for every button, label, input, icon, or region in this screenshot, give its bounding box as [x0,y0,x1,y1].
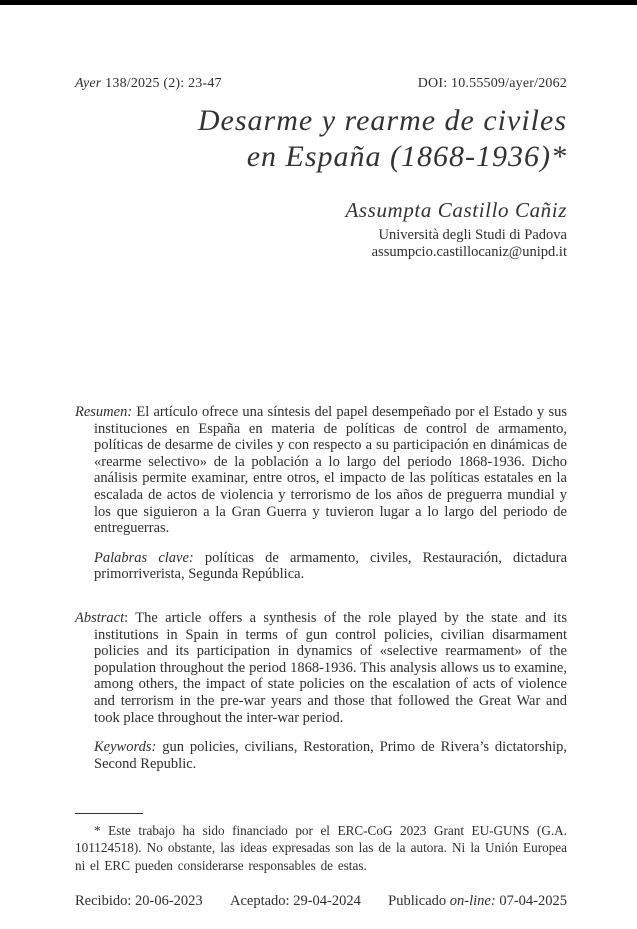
published-online-label: on-line: [449,893,496,909]
keywords-label: Keywords: [94,739,157,756]
journal-issue-pages: 138/2025 (2): 23-47 [101,76,222,91]
funding-footnote: * Este trabajo ha sido financiado por el ERC-CoG 2023 Grant EU-GUNS (G.A. 101124518). No obstante, las ideas expresadas son las de la autora. Ni la Unión Europea ni el ERC pueden considerarse responsables de estas. [75,823,567,873]
footnote-section [75,813,567,887]
resumen-label: Resumen: [75,404,133,420]
abstract-label: Abstract [75,610,125,626]
keywords-text: gun policies, civilians, Restoration, Primo de Rivera’s dictatorship, Second Republic. [94,739,567,772]
accepted-date: Aceptado: 29-04-2024 [229,893,361,909]
resumen-paragraph [75,404,567,537]
article-title-line1: Desarme y rearme de civiles [197,104,567,137]
abstract-text: The article offers a synthesis of the role played by the state and its institutions in Spain in terms of gun control policies, civilian disarmament policies and its participation in dynamics of «selective rearmament» of the population throughout the period 1868-1936. This analysis allows us to examine, among others, the impact of state policies on the escalation of acts of violence and terrorism in the pre-war years and those that followed the Great War and took place throughout the inter-war period. [94,610,567,726]
doi: DOI: 10.55509/ayer/2062 [417,76,567,91]
author-block [75,197,567,260]
palabras-clave-label: Palabras clave: [94,549,194,566]
author-name: Assumpta Castillo Cañiz [345,198,567,222]
abstract-paragraph [75,610,567,726]
journal-name: Ayer [75,76,102,91]
resumen-text: El artículo ofrece una síntesis del papel desempeñado por el Estado y sus instituciones en España en materia de políticas de control de armamento, políticas de desarme de civiles y con respecto a su participación en dinámicas de «rearme selectivo» de la población a lo largo del periodo 1868-1936. Dicho análisis permite examinar, entre otros, el impacto de las políticas estatales en la escalada de actos de violencia y terrorismo de los años de preguerra mundial y los que siguieron a la Gran Guerra y tuvieron lugar a lo largo del periodo de entreguerras. [94,404,567,537]
keywords-paragraph [75,739,567,772]
abstract-section [75,610,567,772]
article-title-line2: en España (1868-1936)* [246,140,567,173]
published-label: Publicado [388,893,447,909]
received-date: Recibido: 20-06-2023 [75,893,203,909]
author-affiliation: Università degli Studi di Padova [378,227,567,243]
published-date [388,893,567,910]
abstract-label-colon: : [124,610,129,626]
article-first-page [75,0,567,929]
palabras-clave-paragraph [75,550,567,583]
resumen-section [75,404,567,583]
published-date-value: 07-04-2025 [499,893,567,909]
page-footer-dates [75,893,567,910]
palabras-clave-text: políticas de armamento, civiles, Restauración, dictadura primorriverista, Segunda República. [94,549,568,583]
page-header [75,76,567,92]
author-email: assumpcio.castillocaniz@unipd.it [371,243,567,260]
footnote-rule [75,813,143,814]
article-title [75,103,567,175]
journal-reference [75,76,222,92]
